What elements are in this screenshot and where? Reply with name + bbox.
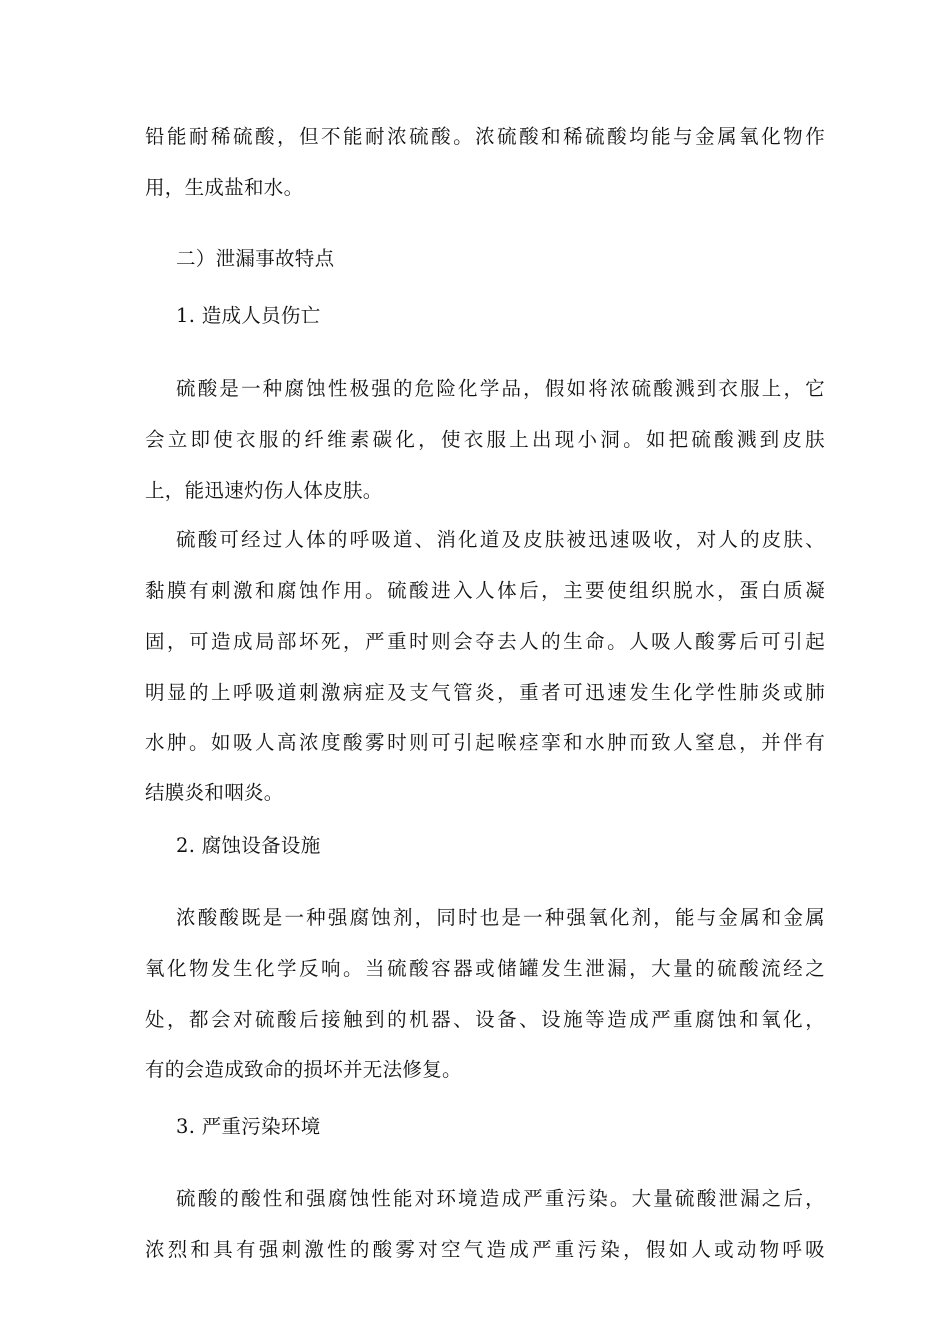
- paragraph-line: 硫酸的酸性和强腐蚀性能对环境造成严重污染。大量硫酸泄漏之后，: [176, 1187, 825, 1210]
- paragraph-line: 硫酸可经过人体的呼吸道、消化道及皮肤被迅速吸收，对人的皮肤、: [176, 528, 825, 551]
- paragraph-line: 会立即使衣服的纤维素碳化，使衣服上出现小洞。如把硫酸溅到皮肤: [145, 428, 825, 451]
- paragraph-line: 有的会造成致命的损坏并无法修复。: [145, 1058, 462, 1081]
- paragraph-line: 上，能迅速灼伤人体皮肤。: [145, 479, 383, 502]
- subsection-heading: 2. 腐蚀设备设施: [176, 834, 321, 857]
- paragraph-line: 明显的上呼吸道刺激病症及支气管炎，重者可迅速发生化学性肺炎或肺: [145, 681, 825, 704]
- paragraph-line: 浓烈和具有强刺激性的酸雾对空气造成严重污染，假如人或动物呼吸: [145, 1238, 825, 1261]
- paragraph-line: 黏膜有刺激和腐蚀作用。硫酸进入人体后，主要使组织脱水，蛋白质凝: [145, 579, 825, 602]
- paragraph-line: 固，可造成局部坏死，严重时则会夺去人的生命。人吸人酸雾后可引起: [145, 630, 825, 653]
- section-heading: 二）泄漏事故特点: [176, 247, 335, 270]
- paragraph-line: 结膜炎和咽炎。: [145, 781, 284, 804]
- paragraph-line: 硫酸是一种腐蚀性极强的危险化学品，假如将浓硫酸溅到衣服上，它: [176, 377, 825, 400]
- paragraph-line: 用，生成盐和水。: [145, 176, 304, 199]
- subsection-heading: 3. 严重污染环境: [176, 1115, 321, 1138]
- paragraph-line: 处，都会对硫酸后接触到的机器、设备、设施等造成严重腐蚀和氧化，: [145, 1008, 825, 1031]
- paragraph-line: 氧化物发生化学反响。当硫酸容器或储罐发生泄漏，大量的硫酸流经之: [145, 957, 825, 980]
- subsection-heading: 1. 造成人员伤亡: [176, 304, 321, 327]
- paragraph-line: 水肿。如吸人高浓度酸雾时则可引起喉痉挛和水肿而致人窒息，并伴有: [145, 731, 825, 754]
- paragraph-line: 铅能耐稀硫酸，但不能耐浓硫酸。浓硫酸和稀硫酸均能与金属氧化物作: [145, 125, 825, 148]
- paragraph-line: 浓酸酸既是一种强腐蚀剂，同时也是一种强氧化剂，能与金属和金属: [176, 906, 825, 929]
